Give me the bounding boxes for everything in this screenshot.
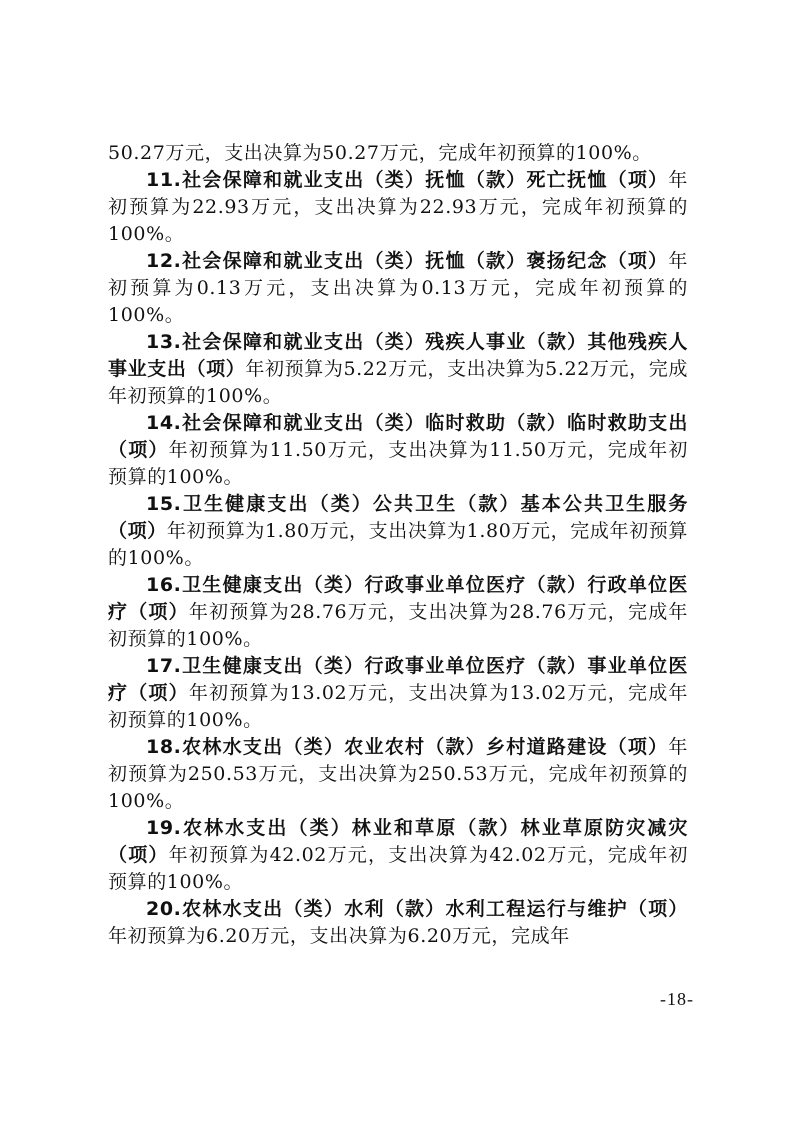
item-heading: 13.社会保障和就业支出（类）残疾人事业（款）其他残疾人事业支出（项）	[108, 331, 688, 380]
continuation-paragraph: 50.27万元，支出决算为50.27万元，完成年初预算的100%。	[108, 142, 652, 164]
document-body	[108, 140, 688, 950]
item-body: 年初预算为42.02万元，支出决算为42.02万元，完成年初预算的100%。	[108, 844, 688, 893]
item-heading: 11.社会保障和就业支出（类）抚恤（款）死亡抚恤（项）	[146, 169, 669, 191]
list-item	[108, 572, 688, 653]
list-item	[108, 491, 688, 572]
list-item	[108, 734, 688, 815]
item-body: 年初预算为1.80万元，支出决算为1.80万元，完成年初预算的100%。	[108, 520, 688, 569]
item-body: 年初预算为22.93万元，支出决算为22.93万元，完成年初预算的100%。	[108, 169, 688, 245]
list-item	[108, 896, 688, 950]
item-heading: 20.农林水支出（类）水利（款）水利工程运行与维护（项）	[146, 898, 688, 920]
page-number: -18-	[660, 989, 694, 1009]
item-body: 年初预算为6.20万元，支出决算为6.20万元，完成年	[108, 925, 570, 947]
item-heading: 14.社会保障和就业支出（类）临时救助（款）临时救助支出（项）	[108, 412, 688, 461]
item-heading: 15.卫生健康支出（类）公共卫生（款）基本公共卫生服务（项）	[108, 493, 688, 542]
item-heading: 17.卫生健康支出（类）行政事业单位医疗（款）事业单位医疗（项）	[108, 655, 688, 704]
item-heading: 18.农林水支出（类）农业农村（款）乡村道路建设（项）	[146, 736, 669, 758]
list-item	[108, 653, 688, 734]
item-heading: 12.社会保障和就业支出（类）抚恤（款）褒扬纪念（项）	[146, 250, 669, 272]
item-body: 年初预算为11.50万元，支出决算为11.50万元，完成年初预算的100%。	[108, 439, 688, 488]
list-item	[108, 167, 688, 248]
item-body: 年初预算为250.53万元，支出决算为250.53万元，完成年初预算的100%。	[108, 736, 688, 812]
list-item	[108, 329, 688, 410]
list-item	[108, 410, 688, 491]
list-item	[108, 248, 688, 329]
item-body: 年初预算为5.22万元，支出决算为5.22万元，完成年初预算的100%。	[108, 358, 688, 407]
item-body: 年初预算为0.13万元，支出决算为0.13万元，完成年初预算的100%。	[108, 250, 688, 326]
list-item	[108, 815, 688, 896]
item-body: 年初预算为13.02万元，支出决算为13.02万元，完成年初预算的100%。	[108, 682, 689, 731]
item-body: 年初预算为28.76万元，支出决算为28.76万元，完成年初预算的100%。	[108, 601, 689, 650]
item-heading: 16.卫生健康支出（类）行政事业单位医疗（款）行政单位医疗（项）	[108, 574, 688, 623]
item-heading: 19.农林水支出（类）林业和草原（款）林业草原防灾减灾（项）	[108, 817, 688, 866]
